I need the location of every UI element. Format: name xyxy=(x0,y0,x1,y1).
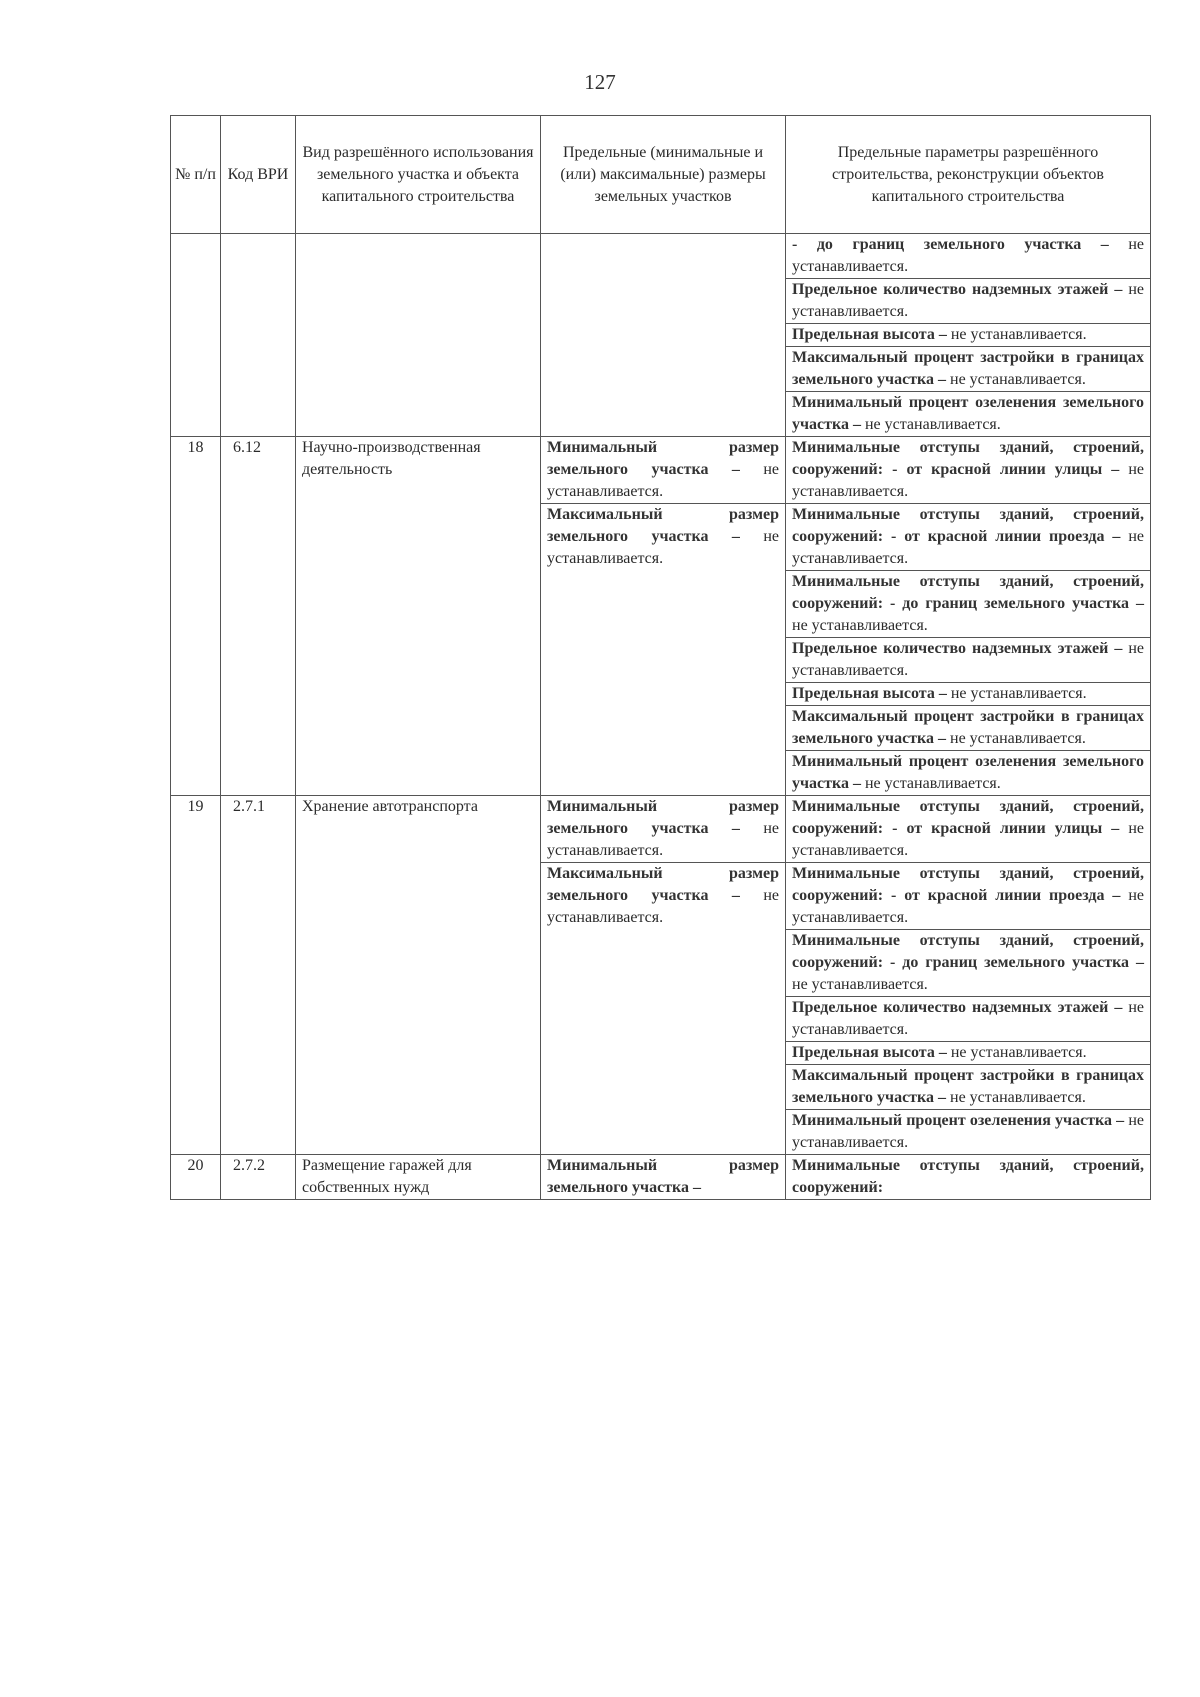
table-row xyxy=(171,234,1151,279)
row-use: Размещение гаражей для собственных нужд xyxy=(296,1155,541,1200)
param-cell: Минимальные отступы зданий, строений, сооружений: xyxy=(786,1155,1151,1200)
param-cell: Предельное количество надземных этажей – не устанавливается. xyxy=(786,279,1151,324)
row-number: 20 xyxy=(171,1155,221,1200)
row-code: 6.12 xyxy=(221,437,296,796)
min-size-cell: Минимальный размер земельного участка – не устанавливается. xyxy=(541,796,786,863)
header-code: Код ВРИ xyxy=(221,116,296,234)
min-size-cell: Минимальный размер земельного участка – xyxy=(541,1155,786,1200)
header-size: Предельные (минимальные и (или) максимальные) размеры земельных участков xyxy=(541,116,786,234)
table-row xyxy=(171,437,1151,504)
param-cell: - до границ земельного участка – не устанавливается. xyxy=(786,234,1151,279)
carry-size-cell xyxy=(541,234,786,437)
param-cell: Предельная высота – не устанавливается. xyxy=(786,324,1151,347)
max-size-cell: Максимальный размер земельного участка – не устанавливается. xyxy=(541,863,786,1155)
param-cell: Максимальный процент застройки в границах земельного участка – не устанавливается. xyxy=(786,347,1151,392)
carry-use-cell xyxy=(296,234,541,437)
header-num: № п/п xyxy=(171,116,221,234)
param-cell: Минимальные отступы зданий, строений, сооружений: - от красной линии улицы – не устанавливается. xyxy=(786,796,1151,863)
row-number: 19 xyxy=(171,796,221,1155)
param-cell: Минимальный процент озеленения земельного участка – не устанавливается. xyxy=(786,392,1151,437)
header-use: Вид разрешённого использования земельного участка и объекта капитального строительства xyxy=(296,116,541,234)
regulations-table xyxy=(170,115,1151,1200)
param-cell: Минимальные отступы зданий, строений, сооружений: - от красной линии проезда – не устанавливается. xyxy=(786,863,1151,930)
param-cell: Минимальные отступы зданий, строений, сооружений: - до границ земельного участка – не устанавливается. xyxy=(786,930,1151,997)
param-cell: Минимальные отступы зданий, строений, сооружений: - от красной линии проезда – не устанавливается. xyxy=(786,504,1151,571)
table-row xyxy=(171,796,1151,863)
param-cell: Предельная высота – не устанавливается. xyxy=(786,1042,1151,1065)
param-cell: Предельное количество надземных этажей – не устанавливается. xyxy=(786,997,1151,1042)
param-cell: Минимальный процент озеленения земельного участка – не устанавливается. xyxy=(786,751,1151,796)
header-row xyxy=(171,116,1151,234)
param-cell: Предельная высота – не устанавливается. xyxy=(786,683,1151,706)
row-use: Хранение автотранспорта xyxy=(296,796,541,1155)
row-code: 2.7.1 xyxy=(221,796,296,1155)
carry-code-cell xyxy=(221,234,296,437)
max-size-cell: Максимальный размер земельного участка – не устанавливается. xyxy=(541,504,786,796)
param-cell: Предельное количество надземных этажей – не устанавливается. xyxy=(786,638,1151,683)
param-cell: Максимальный процент застройки в границах земельного участка – не устанавливается. xyxy=(786,1065,1151,1110)
row-number: 18 xyxy=(171,437,221,796)
param-cell: Максимальный процент застройки в границах земельного участка – не устанавливается. xyxy=(786,706,1151,751)
param-cell: Минимальные отступы зданий, строений, сооружений: - до границ земельного участка – не устанавливается. xyxy=(786,571,1151,638)
param-cell: Минимальный процент озеленения участка – не устанавливается. xyxy=(786,1110,1151,1155)
row-code: 2.7.2 xyxy=(221,1155,296,1200)
page-number: 127 xyxy=(584,70,616,94)
param-cell: Минимальные отступы зданий, строений, сооружений: - от красной линии улицы – не устанавливается. xyxy=(786,437,1151,504)
min-size-cell: Минимальный размер земельного участка – не устанавливается. xyxy=(541,437,786,504)
carry-num-cell xyxy=(171,234,221,437)
row-use: Научно-производственная деятельность xyxy=(296,437,541,796)
header-params: Предельные параметры разрешённого строительства, реконструкции объектов капитального строительства xyxy=(786,116,1151,234)
table-row xyxy=(171,1155,1151,1200)
